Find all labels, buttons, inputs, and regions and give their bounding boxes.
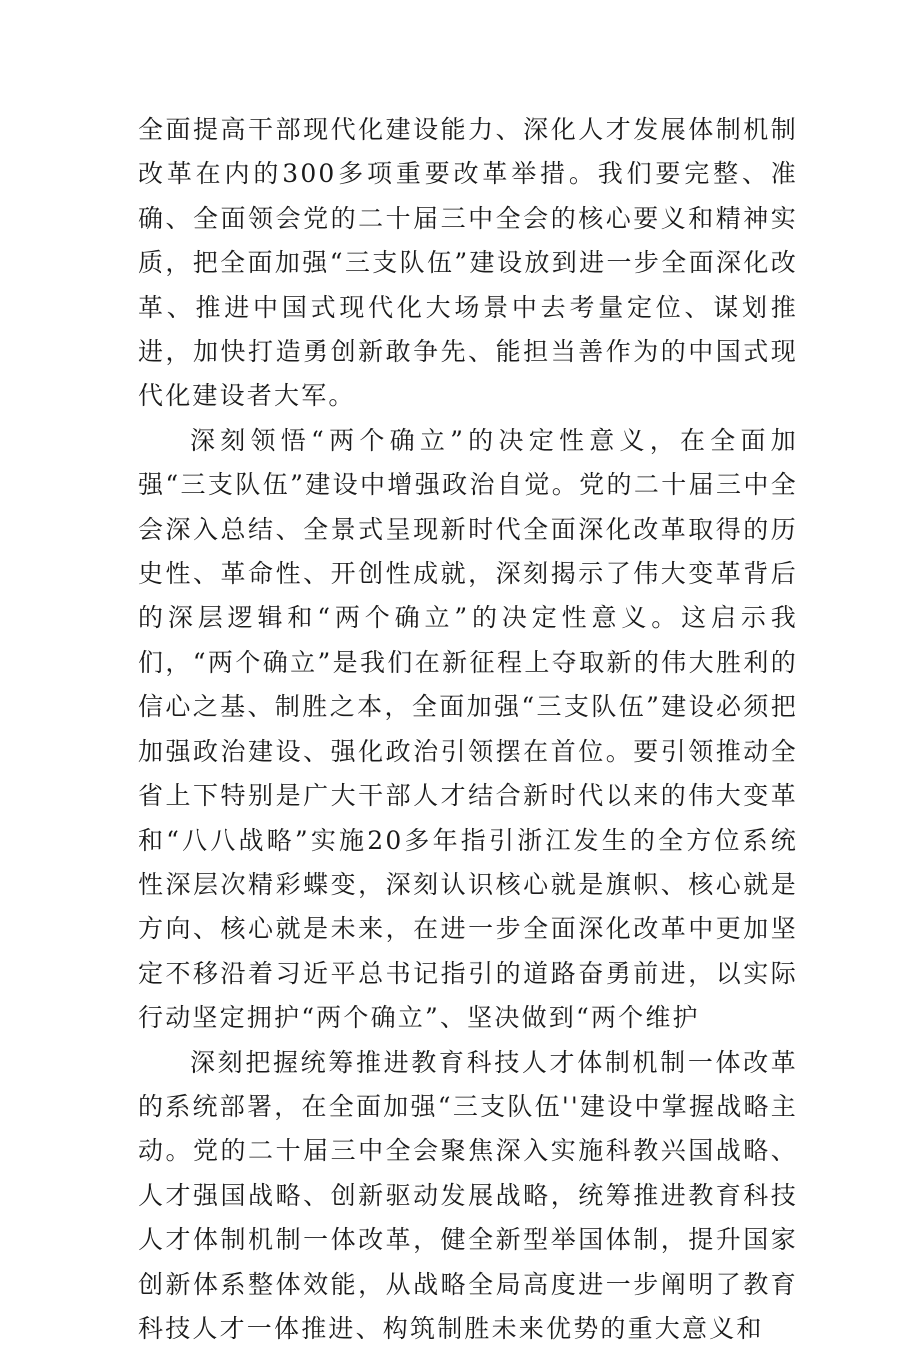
paragraph-two-establishments: 深刻领悟“两个确立”的决定性意义，在全面加强“三支队伍”建设中增强政治自觉。党的二十届三中全会深入总结、全景式呈现新时代全面深化改革取得的历史性、革命性、开创性成就，深刻揭示了伟大变革背后的深层逻辑和“两个确立”的决定性意义。这启示我们，“两个确立”是我们在新征程上夺取新的伟大胜利的信心之基、制胜之本，全面加强“三支队伍”建设必须把加强政治建设、强化政治引领摆在首位。要引领推动全省上下特别是广大干部人才结合新时代以来的伟大变革和“八八战略”实施20多年指引浙江发生的全方位系统性深层次精彩蝶变，深刻认识核心就是旗帜、核心就是方向、核心就是未来，在进一步全面深化改革中更加坚定不移沿着习近平总书记指引的道路奋勇前进，以实际行动坚定拥护“两个确立”、坚决做到“两个维护: [138, 425, 798, 1033]
document-body: [138, 108, 798, 1351]
paragraph-education-science-talent: 深刻把握统筹推进教育科技人才体制机制一体改革的系统部署，在全面加强“三支队伍''建设中掌握战略主动。党的二十届三中全会聚焦深入实施科教兴国战略、人才强国战略、创新驱动发展战略，统筹推进教育科技人才体制机制一体改革，健全新型举国体制，提升国家创新体系整体效能，从战略全局高度进一步阐明了教育科技人才一体推进、构筑制胜未来优势的重大意义和: [138, 1047, 798, 1343]
paragraph-continuation: 全面提高干部现代化建设能力、深化人才发展体制机制改革在内的300多项重要改革举措。我们要完整、准确、全面领会党的二十届三中全会的核心要义和精神实质，把全面加强“三支队伍”建设放到进一步全面深化改革、推进中国式现代化大场景中去考量定位、谋划推进，加快打造勇创新敢争先、能担当善作为的中国式现代化建设者大军。: [138, 115, 798, 411]
